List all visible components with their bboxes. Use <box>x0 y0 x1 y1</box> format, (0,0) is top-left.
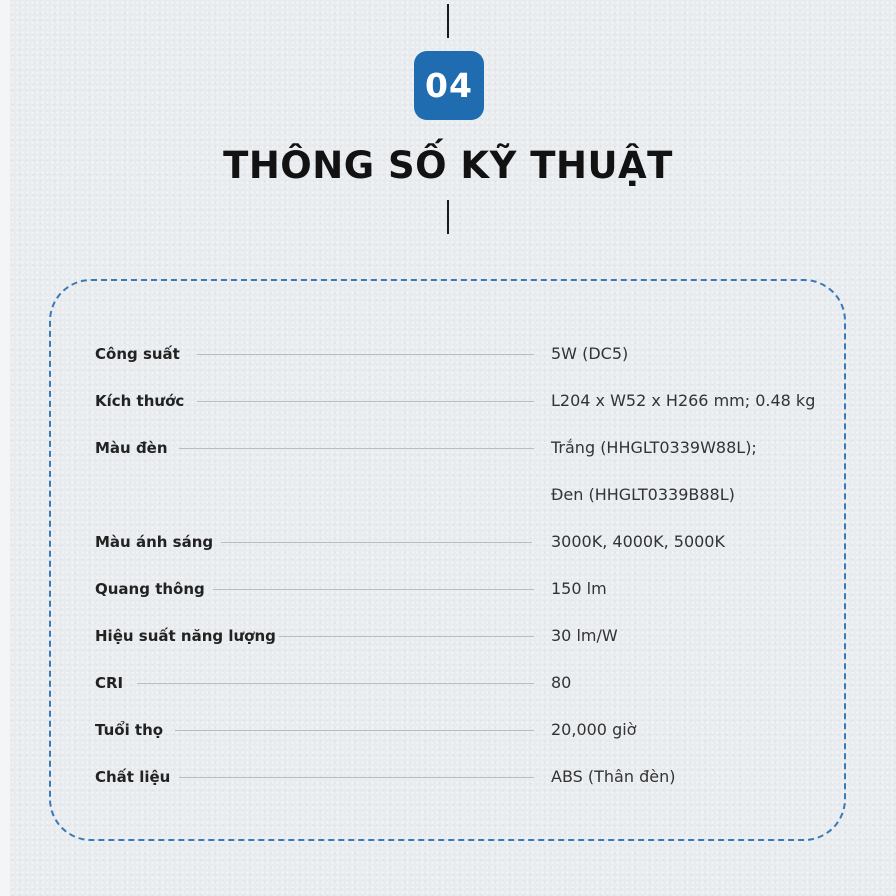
spec-value: L204 x W52 x H266 mm; 0.48 kg <box>551 391 816 410</box>
spec-row-material <box>95 763 855 791</box>
top-divider-line <box>447 4 449 38</box>
spec-label: Tuổi thọ <box>95 721 164 739</box>
spec-label: Màu ánh sáng <box>95 533 214 551</box>
leader-line <box>279 636 534 637</box>
spec-row-luminous-flux <box>95 575 855 603</box>
spec-value: 3000K, 4000K, 5000K <box>551 532 725 551</box>
spec-row-lifetime <box>95 716 855 744</box>
leader-line <box>175 730 534 731</box>
leader-line <box>197 354 534 355</box>
spec-row-cri <box>95 669 855 697</box>
spec-value: 20,000 giờ <box>551 720 637 739</box>
spec-value: 150 lm <box>551 579 607 598</box>
leader-line <box>197 401 534 402</box>
section-title: THÔNG SỐ KỸ THUẬT <box>223 144 673 187</box>
leader-line <box>137 683 534 684</box>
leader-line <box>179 777 534 778</box>
spec-value: Trắng (HHGLT0339W88L); <box>551 438 757 457</box>
spec-value: 5W (DC5) <box>551 344 629 363</box>
spec-row-power <box>95 340 855 368</box>
left-edge-strip <box>0 0 10 896</box>
leader-line <box>221 542 532 543</box>
spec-row-lamp-color <box>95 434 855 462</box>
spec-label: Chất liệu <box>95 768 171 786</box>
spec-label: Hiệu suất năng lượng <box>95 627 276 645</box>
spec-value: Đen (HHGLT0339B88L) <box>551 485 735 504</box>
spec-row-lamp-color-continued <box>95 481 855 509</box>
section-number-badge: 04 <box>414 51 484 120</box>
spec-row-efficiency <box>95 622 855 650</box>
spec-label: Kích thước <box>95 392 185 410</box>
spec-label: Quang thông <box>95 580 205 598</box>
spec-value: 30 lm/W <box>551 626 618 645</box>
leader-line <box>213 589 534 590</box>
leader-line <box>179 448 534 449</box>
spec-row-dimensions <box>95 387 855 415</box>
spec-value: ABS (Thân đèn) <box>551 767 676 786</box>
spec-row-light-color <box>95 528 855 556</box>
bottom-divider-line <box>447 200 449 234</box>
spec-label: CRI <box>95 674 124 692</box>
spec-value: 80 <box>551 673 572 692</box>
spec-label: Công suất <box>95 345 180 363</box>
spec-label: Màu đèn <box>95 439 168 457</box>
